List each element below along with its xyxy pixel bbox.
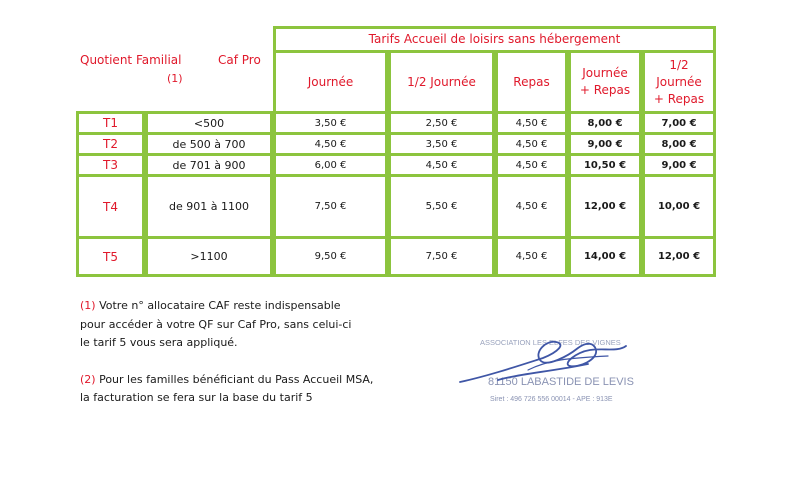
price-journee: 9,50 €	[314, 251, 347, 262]
price-journee_repas: 10,50 €	[583, 159, 627, 171]
quotient-range: de 701 à 900	[172, 158, 246, 172]
quotient-range: de 500 à 700	[172, 137, 246, 151]
note-2-text: Pour les familles bénéficiant du Pass Accueil MSA,	[95, 372, 374, 386]
quotient-note-marker: (1)	[167, 72, 183, 85]
caf-pro-label: Caf Pro	[218, 53, 261, 67]
price-journee_repas: 9,00 €	[587, 138, 623, 150]
price-journee: 3,50 €	[314, 117, 347, 129]
footnotes	[80, 297, 373, 408]
column-header-demi_repas: 1/2 Journée + Repas	[653, 57, 705, 106]
price-demi_repas: 10,00 €	[657, 201, 701, 212]
column-header-demi: 1/2 Journée	[407, 74, 476, 89]
tarif-label: T2	[103, 137, 118, 151]
price-repas: 4,50 €	[515, 251, 548, 262]
quotient-range: >1100	[190, 250, 228, 263]
note-2-line-2: la facturation se fera sur la base du tarif 5	[80, 391, 313, 404]
price-repas: 4,50 €	[515, 159, 548, 171]
price-demi: 2,50 €	[425, 117, 458, 129]
quotient-range: de 901 à 1100	[169, 200, 249, 213]
tarif-label: T1	[103, 116, 118, 130]
tarif-label: T5	[103, 249, 118, 264]
price-demi_repas: 8,00 €	[661, 138, 697, 150]
note-1-text: Votre n° allocataire CAF reste indispensable	[95, 299, 341, 312]
price-demi_repas: 7,00 €	[661, 117, 697, 129]
price-journee_repas: 12,00 €	[583, 201, 627, 212]
price-demi: 3,50 €	[425, 138, 458, 150]
association-stamp-signature	[458, 330, 658, 410]
column-header-journee_repas: Journée + Repas	[579, 66, 631, 97]
price-demi_repas: 12,00 €	[657, 251, 701, 262]
note-1-line-3: le tarif 5 vous sera appliqué.	[80, 336, 238, 349]
price-demi_repas: 9,00 €	[661, 159, 697, 171]
stamp-line-1: ASSOCIATION LES ELFES DES VIGNES	[480, 338, 621, 347]
quotient-range: <500	[193, 116, 225, 130]
price-journee_repas: 8,00 €	[587, 117, 623, 129]
price-journee: 6,00 €	[314, 159, 347, 171]
note-1-marker: (1)	[80, 299, 96, 312]
price-journee_repas: 14,00 €	[583, 251, 627, 262]
note-2-marker: (2)	[80, 372, 96, 386]
stamp-line-3: Siret : 496 726 556 00014 - APE : 913E	[490, 396, 613, 403]
price-journee: 4,50 €	[314, 138, 347, 150]
column-header-journee: Journée	[307, 74, 354, 89]
note-1-line-2: pour accéder à votre QF sur Caf Pro, sans celui-ci	[80, 317, 352, 331]
stamp-line-2: 81150 LABASTIDE DE LEVIS	[488, 376, 634, 388]
note-1-line-1	[80, 297, 373, 316]
table-title: Tarifs Accueil de loisirs sans hébergement	[368, 32, 621, 46]
price-demi: 7,50 €	[425, 251, 458, 262]
tarif-label: T3	[103, 158, 118, 172]
column-header-repas: Repas	[513, 74, 550, 89]
note-2-line-1	[80, 371, 373, 390]
price-demi: 5,50 €	[425, 201, 458, 212]
price-journee: 7,50 €	[314, 201, 347, 212]
quotient-familial-label: Quotient Familial	[80, 53, 182, 67]
price-repas: 4,50 €	[515, 201, 548, 212]
price-repas: 4,50 €	[515, 138, 548, 150]
price-repas: 4,50 €	[515, 117, 548, 129]
tarif-label: T4	[103, 199, 118, 214]
price-demi: 4,50 €	[425, 159, 458, 171]
